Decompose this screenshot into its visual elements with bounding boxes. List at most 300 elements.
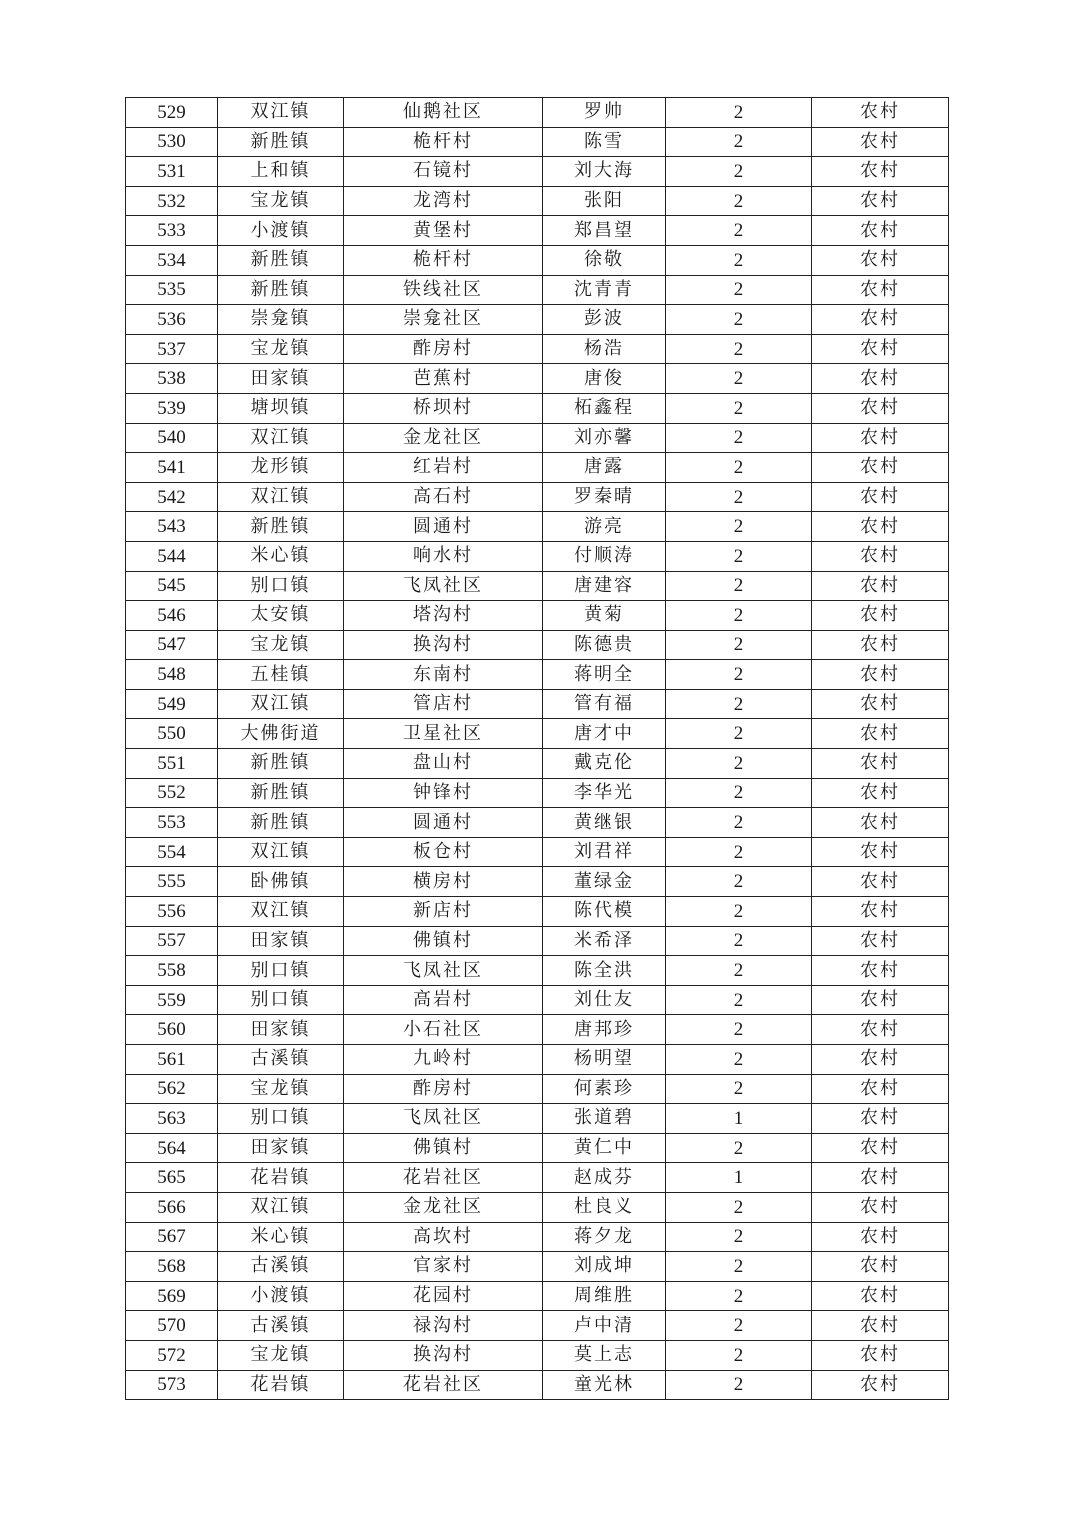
village-cell: 佛镇村 [344,926,543,956]
type-cell: 农村 [812,275,949,305]
row-number-cell: 535 [126,275,218,305]
town-cell: 双江镇 [218,1192,344,1222]
town-cell: 田家镇 [218,1133,344,1163]
row-number-cell: 530 [126,127,218,157]
table-row [126,98,949,128]
town-cell: 双江镇 [218,423,344,453]
type-cell: 农村 [812,1045,949,1075]
row-number-cell: 559 [126,985,218,1015]
town-cell: 古溪镇 [218,1311,344,1341]
town-cell: 五桂镇 [218,660,344,690]
count-cell: 2 [666,393,812,423]
name-cell: 张道碧 [543,1104,666,1134]
table-row [126,1222,949,1252]
town-cell: 新胜镇 [218,127,344,157]
type-cell: 农村 [812,778,949,808]
type-cell: 农村 [812,749,949,779]
table-row [126,482,949,512]
name-cell: 董绿金 [543,867,666,897]
name-cell: 米希泽 [543,926,666,956]
name-cell: 郑昌望 [543,216,666,246]
town-cell: 双江镇 [218,837,344,867]
name-cell: 童光林 [543,1370,666,1400]
town-cell: 花岩镇 [218,1370,344,1400]
table-row [126,601,949,631]
row-number-cell: 564 [126,1133,218,1163]
table-row [126,1133,949,1163]
village-cell: 盘山村 [344,749,543,779]
village-cell: 换沟村 [344,1340,543,1370]
count-cell: 1 [666,1163,812,1193]
row-number-cell: 541 [126,453,218,483]
type-cell: 农村 [812,98,949,128]
table-row [126,660,949,690]
name-cell: 刘成坤 [543,1252,666,1282]
table-row [126,1192,949,1222]
name-cell: 陈雪 [543,127,666,157]
village-cell: 飞凤社区 [344,956,543,986]
row-number-cell: 554 [126,837,218,867]
village-cell: 石镜村 [344,157,543,187]
type-cell: 农村 [812,245,949,275]
table-row [126,393,949,423]
name-cell: 何素珍 [543,1074,666,1104]
table-row [126,216,949,246]
village-cell: 钟锋村 [344,778,543,808]
document-table-container [125,97,948,1400]
town-cell: 新胜镇 [218,778,344,808]
type-cell: 农村 [812,1340,949,1370]
type-cell: 农村 [812,1133,949,1163]
row-number-cell: 543 [126,512,218,542]
table-row [126,926,949,956]
name-cell: 沈青青 [543,275,666,305]
village-cell: 仙鹅社区 [344,98,543,128]
name-cell: 唐才中 [543,719,666,749]
name-cell: 管有福 [543,689,666,719]
village-cell: 崇龛社区 [344,305,543,335]
town-cell: 新胜镇 [218,749,344,779]
village-cell: 小石社区 [344,1015,543,1045]
name-cell: 唐邦珍 [543,1015,666,1045]
table-row [126,1311,949,1341]
table-row [126,1340,949,1370]
count-cell: 2 [666,186,812,216]
table-row [126,1281,949,1311]
village-cell: 横房村 [344,867,543,897]
town-cell: 宝龙镇 [218,1074,344,1104]
count-cell: 2 [666,1074,812,1104]
row-number-cell: 531 [126,157,218,187]
name-cell: 卢中清 [543,1311,666,1341]
town-cell: 卧佛镇 [218,867,344,897]
type-cell: 农村 [812,985,949,1015]
row-number-cell: 563 [126,1104,218,1134]
row-number-cell: 556 [126,897,218,927]
table-row [126,423,949,453]
village-cell: 圆通村 [344,512,543,542]
village-cell: 飞凤社区 [344,1104,543,1134]
row-number-cell: 555 [126,867,218,897]
name-cell: 徐敬 [543,245,666,275]
type-cell: 农村 [812,660,949,690]
count-cell: 2 [666,453,812,483]
village-cell: 管店村 [344,689,543,719]
row-number-cell: 550 [126,719,218,749]
name-cell: 陈德贵 [543,630,666,660]
name-cell: 戴克伦 [543,749,666,779]
row-number-cell: 558 [126,956,218,986]
town-cell: 崇龛镇 [218,305,344,335]
type-cell: 农村 [812,1015,949,1045]
row-number-cell: 542 [126,482,218,512]
table-row [126,837,949,867]
row-number-cell: 533 [126,216,218,246]
type-cell: 农村 [812,571,949,601]
table-row [126,364,949,394]
type-cell: 农村 [812,926,949,956]
village-cell: 佛镇村 [344,1133,543,1163]
data-table [125,97,949,1400]
row-number-cell: 548 [126,660,218,690]
row-number-cell: 552 [126,778,218,808]
count-cell: 2 [666,1311,812,1341]
town-cell: 新胜镇 [218,245,344,275]
name-cell: 蒋明全 [543,660,666,690]
count-cell: 2 [666,660,812,690]
row-number-cell: 561 [126,1045,218,1075]
table-row [126,275,949,305]
name-cell: 罗帅 [543,98,666,128]
name-cell: 李华光 [543,778,666,808]
town-cell: 双江镇 [218,98,344,128]
table-row [126,1015,949,1045]
table-row [126,956,949,986]
town-cell: 宝龙镇 [218,186,344,216]
town-cell: 宝龙镇 [218,1340,344,1370]
count-cell: 2 [666,1370,812,1400]
count-cell: 2 [666,1222,812,1252]
town-cell: 双江镇 [218,897,344,927]
name-cell: 周维胜 [543,1281,666,1311]
count-cell: 2 [666,364,812,394]
town-cell: 双江镇 [218,689,344,719]
village-cell: 桅杆村 [344,245,543,275]
type-cell: 农村 [812,630,949,660]
count-cell: 2 [666,1133,812,1163]
name-cell: 杜良义 [543,1192,666,1222]
row-number-cell: 546 [126,601,218,631]
count-cell: 2 [666,1340,812,1370]
table-row [126,245,949,275]
table-row [126,453,949,483]
type-cell: 农村 [812,867,949,897]
village-cell: 东南村 [344,660,543,690]
count-cell: 2 [666,1192,812,1222]
name-cell: 罗秦晴 [543,482,666,512]
town-cell: 古溪镇 [218,1045,344,1075]
table-row [126,1163,949,1193]
count-cell: 2 [666,985,812,1015]
village-cell: 高石村 [344,482,543,512]
type-cell: 农村 [812,1311,949,1341]
count-cell: 2 [666,1045,812,1075]
type-cell: 农村 [812,956,949,986]
count-cell: 2 [666,749,812,779]
table-row [126,985,949,1015]
town-cell: 新胜镇 [218,275,344,305]
town-cell: 新胜镇 [218,808,344,838]
count-cell: 2 [666,1281,812,1311]
village-cell: 酢房村 [344,334,543,364]
table-row [126,689,949,719]
type-cell: 农村 [812,1281,949,1311]
row-number-cell: 551 [126,749,218,779]
type-cell: 农村 [812,512,949,542]
village-cell: 铁线社区 [344,275,543,305]
table-row [126,749,949,779]
count-cell: 2 [666,157,812,187]
town-cell: 塘坝镇 [218,393,344,423]
village-cell: 高坎村 [344,1222,543,1252]
village-cell: 龙湾村 [344,186,543,216]
row-number-cell: 539 [126,393,218,423]
count-cell: 2 [666,778,812,808]
village-cell: 塔沟村 [344,601,543,631]
table-row [126,1370,949,1400]
table-row [126,1074,949,1104]
count-cell: 2 [666,601,812,631]
count-cell: 2 [666,512,812,542]
name-cell: 莫上志 [543,1340,666,1370]
name-cell: 刘亦馨 [543,423,666,453]
name-cell: 陈全洪 [543,956,666,986]
table-row [126,719,949,749]
town-cell: 宝龙镇 [218,334,344,364]
name-cell: 蒋夕龙 [543,1222,666,1252]
table-row [126,186,949,216]
count-cell: 2 [666,897,812,927]
table-row [126,630,949,660]
table-row [126,127,949,157]
town-cell: 小渡镇 [218,216,344,246]
name-cell: 唐建容 [543,571,666,601]
count-cell: 1 [666,1104,812,1134]
count-cell: 2 [666,571,812,601]
name-cell: 张阳 [543,186,666,216]
village-cell: 禄沟村 [344,1311,543,1341]
type-cell: 农村 [812,334,949,364]
village-cell: 金龙社区 [344,1192,543,1222]
name-cell: 赵成芬 [543,1163,666,1193]
type-cell: 农村 [812,837,949,867]
row-number-cell: 573 [126,1370,218,1400]
table-body [126,98,949,1400]
count-cell: 2 [666,1252,812,1282]
count-cell: 2 [666,98,812,128]
type-cell: 农村 [812,127,949,157]
name-cell: 黄继银 [543,808,666,838]
town-cell: 田家镇 [218,364,344,394]
table-row [126,1045,949,1075]
town-cell: 别口镇 [218,1104,344,1134]
village-cell: 飞凤社区 [344,571,543,601]
row-number-cell: 547 [126,630,218,660]
village-cell: 花岩社区 [344,1163,543,1193]
town-cell: 米心镇 [218,1222,344,1252]
type-cell: 农村 [812,1104,949,1134]
type-cell: 农村 [812,1252,949,1282]
town-cell: 米心镇 [218,541,344,571]
town-cell: 上和镇 [218,157,344,187]
town-cell: 花岩镇 [218,1163,344,1193]
town-cell: 田家镇 [218,926,344,956]
type-cell: 农村 [812,1370,949,1400]
row-number-cell: 557 [126,926,218,956]
row-number-cell: 532 [126,186,218,216]
count-cell: 2 [666,926,812,956]
village-cell: 九岭村 [344,1045,543,1075]
name-cell: 唐俊 [543,364,666,394]
type-cell: 农村 [812,364,949,394]
village-cell: 黄堡村 [344,216,543,246]
row-number-cell: 544 [126,541,218,571]
name-cell: 柘鑫程 [543,393,666,423]
row-number-cell: 560 [126,1015,218,1045]
village-cell: 花园村 [344,1281,543,1311]
row-number-cell: 540 [126,423,218,453]
type-cell: 农村 [812,157,949,187]
name-cell: 付顺涛 [543,541,666,571]
town-cell: 大佛街道 [218,719,344,749]
row-number-cell: 562 [126,1074,218,1104]
village-cell: 桅杆村 [344,127,543,157]
village-cell: 红岩村 [344,453,543,483]
table-row [126,512,949,542]
name-cell: 杨浩 [543,334,666,364]
type-cell: 农村 [812,1192,949,1222]
type-cell: 农村 [812,1163,949,1193]
row-number-cell: 566 [126,1192,218,1222]
table-row [126,778,949,808]
town-cell: 别口镇 [218,571,344,601]
table-row [126,897,949,927]
town-cell: 田家镇 [218,1015,344,1045]
count-cell: 2 [666,630,812,660]
village-cell: 高岩村 [344,985,543,1015]
village-cell: 板仓村 [344,837,543,867]
count-cell: 2 [666,334,812,364]
row-number-cell: 545 [126,571,218,601]
row-number-cell: 567 [126,1222,218,1252]
village-cell: 新店村 [344,897,543,927]
name-cell: 杨明望 [543,1045,666,1075]
row-number-cell: 549 [126,689,218,719]
town-cell: 龙形镇 [218,453,344,483]
town-cell: 太安镇 [218,601,344,631]
count-cell: 2 [666,482,812,512]
table-row [126,1104,949,1134]
row-number-cell: 570 [126,1311,218,1341]
type-cell: 农村 [812,689,949,719]
name-cell: 刘大海 [543,157,666,187]
town-cell: 双江镇 [218,482,344,512]
village-cell: 换沟村 [344,630,543,660]
village-cell: 酢房村 [344,1074,543,1104]
type-cell: 农村 [812,1222,949,1252]
name-cell: 黄仁中 [543,1133,666,1163]
type-cell: 农村 [812,305,949,335]
count-cell: 2 [666,956,812,986]
village-cell: 芭蕉村 [344,364,543,394]
type-cell: 农村 [812,423,949,453]
count-cell: 2 [666,245,812,275]
table-row [126,334,949,364]
type-cell: 农村 [812,453,949,483]
row-number-cell: 537 [126,334,218,364]
row-number-cell: 568 [126,1252,218,1282]
name-cell: 刘君祥 [543,837,666,867]
name-cell: 彭波 [543,305,666,335]
town-cell: 古溪镇 [218,1252,344,1282]
type-cell: 农村 [812,186,949,216]
type-cell: 农村 [812,601,949,631]
table-row [126,808,949,838]
row-number-cell: 569 [126,1281,218,1311]
type-cell: 农村 [812,393,949,423]
name-cell: 唐露 [543,453,666,483]
type-cell: 农村 [812,216,949,246]
count-cell: 2 [666,216,812,246]
type-cell: 农村 [812,897,949,927]
type-cell: 农村 [812,482,949,512]
row-number-cell: 565 [126,1163,218,1193]
table-row [126,867,949,897]
count-cell: 2 [666,808,812,838]
village-cell: 官家村 [344,1252,543,1282]
village-cell: 卫星社区 [344,719,543,749]
type-cell: 农村 [812,808,949,838]
town-cell: 小渡镇 [218,1281,344,1311]
count-cell: 2 [666,689,812,719]
count-cell: 2 [666,1015,812,1045]
town-cell: 别口镇 [218,956,344,986]
row-number-cell: 536 [126,305,218,335]
town-cell: 宝龙镇 [218,630,344,660]
count-cell: 2 [666,127,812,157]
table-row [126,305,949,335]
row-number-cell: 572 [126,1340,218,1370]
table-row [126,541,949,571]
name-cell: 黄菊 [543,601,666,631]
row-number-cell: 553 [126,808,218,838]
row-number-cell: 529 [126,98,218,128]
village-cell: 花岩社区 [344,1370,543,1400]
village-cell: 响水村 [344,541,543,571]
type-cell: 农村 [812,1074,949,1104]
name-cell: 陈代模 [543,897,666,927]
count-cell: 2 [666,541,812,571]
table-row [126,1252,949,1282]
town-cell: 新胜镇 [218,512,344,542]
village-cell: 桥坝村 [344,393,543,423]
table-row [126,571,949,601]
count-cell: 2 [666,837,812,867]
village-cell: 圆通村 [344,808,543,838]
count-cell: 2 [666,867,812,897]
count-cell: 2 [666,305,812,335]
type-cell: 农村 [812,541,949,571]
